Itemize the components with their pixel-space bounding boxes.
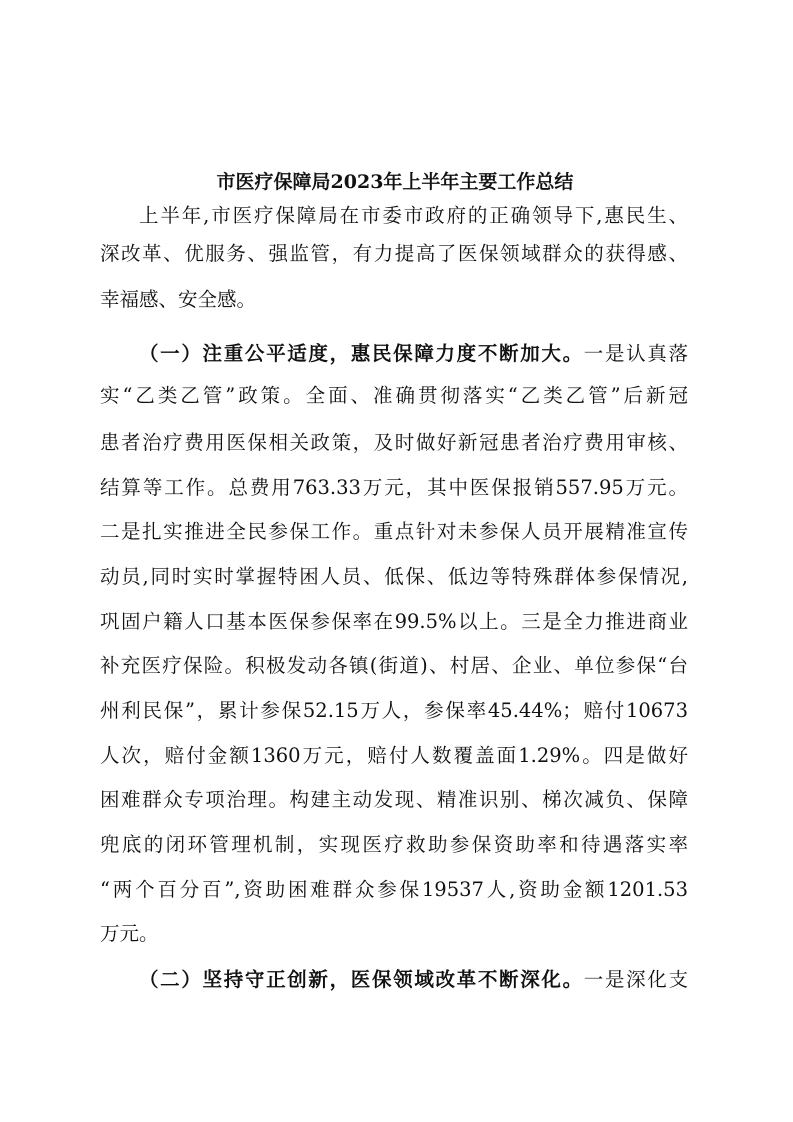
section-1-line-2: 实“乙类乙管”政策。全面、准确贯彻落实“乙类乙管”后新冠 xyxy=(100,384,688,407)
section-1-line-3: 患者治疗费用医保相关政策，及时做好新冠患者治疗费用审核、 xyxy=(100,431,688,454)
section-2-first-line xyxy=(100,962,688,998)
section-1-line-11: 困难群众专项治理。构建主动发现、精准识别、梯次减负、保障 xyxy=(100,788,688,811)
section-2-heading: （二）坚持守正创新，医保领域改革不断深化。 xyxy=(139,968,584,991)
section-1-line-10: 人次，赔付金额1360万元，赔付人数覆盖面1.29%。四是做好 xyxy=(100,744,688,767)
intro-line-3: 幸福感、安全感。 xyxy=(100,288,257,311)
section-1-first-line xyxy=(100,336,688,372)
section-1-line-8: 补充医疗保险。积极发动各镇(街道)、村居、企业、单位参保“台 xyxy=(100,654,688,677)
document-title: 市医疗保障局2023年上半年主要工作总结 xyxy=(216,171,574,193)
section-1-first-line-rest: 一是认真落 xyxy=(583,342,688,365)
section-1-line-7: 巩固户籍人口基本医保参保率在99.5%以上。三是全力推进商业 xyxy=(100,610,688,633)
intro-line-1: 上半年,市医疗保障局在市委市政府的正确领导下,惠民生、 xyxy=(139,204,688,227)
section-1-line-14: 万元。 xyxy=(100,922,159,945)
section-1-heading: （一）注重公平适度，惠民保障力度不断加大。 xyxy=(139,342,584,365)
section-1-line-6: 动员,同时实时掌握特困人员、低保、低边等特殊群体参保情况, xyxy=(100,565,688,588)
section-1-line-4: 结算等工作。总费用763.33万元，其中医保报销557.95万元。 xyxy=(100,476,688,499)
section-1-line-5: 二是扎实推进全民参保工作。重点针对未参保人员开展精准宣传 xyxy=(100,520,688,543)
section-1-line-13: “两个百分百”,资助困难群众参保19537人,资助金额1201.53 xyxy=(100,878,688,901)
section-1-line-12: 兜底的闭环管理机制，实现医疗救助参保资助率和待遇落实率 xyxy=(100,833,688,856)
intro-line-2: 深改革、优服务、强监管，有力提高了医保领域群众的获得感、 xyxy=(100,242,688,265)
section-2-first-line-rest: 一是深化支 xyxy=(583,968,688,991)
section-1-line-9: 州利民保”，累计参保52.15万人，参保率45.44%；赔付10673 xyxy=(100,699,688,722)
